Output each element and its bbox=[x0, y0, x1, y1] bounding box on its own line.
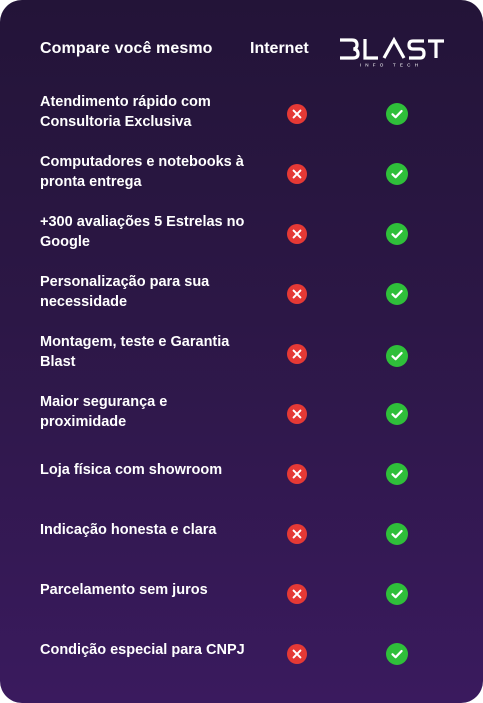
x-icon bbox=[287, 164, 307, 184]
check-icon bbox=[386, 345, 408, 367]
feature-label: Loja física com showroom bbox=[40, 462, 223, 478]
feature-label: Montagem, teste e Garantia Blast bbox=[40, 334, 230, 370]
feature-label: Atendimento rápido com Consultoria Exclusiva bbox=[40, 94, 211, 130]
x-icon bbox=[287, 344, 307, 364]
comparison-row bbox=[0, 332, 483, 392]
x-icon bbox=[287, 104, 307, 124]
check-icon bbox=[386, 463, 408, 485]
check-icon bbox=[386, 643, 408, 665]
feature-label: Maior segurança e proximidade bbox=[40, 394, 168, 430]
x-icon bbox=[287, 284, 307, 304]
x-icon bbox=[287, 404, 307, 424]
comparison-row bbox=[0, 520, 483, 580]
comparison-row bbox=[0, 152, 483, 212]
comparison-row bbox=[0, 272, 483, 332]
x-icon bbox=[287, 644, 307, 664]
comparison-title: Compare você mesmo bbox=[40, 40, 213, 57]
comparison-row bbox=[0, 580, 483, 640]
check-icon bbox=[386, 583, 408, 605]
x-icon bbox=[287, 464, 307, 484]
check-icon bbox=[386, 223, 408, 245]
check-icon bbox=[386, 103, 408, 125]
logo-tagline: INFO TECH bbox=[359, 62, 423, 68]
x-icon bbox=[287, 584, 307, 604]
x-icon bbox=[287, 524, 307, 544]
comparison-row bbox=[0, 392, 483, 452]
feature-label: Personalização para sua necessidade bbox=[40, 274, 210, 310]
blast-logo bbox=[338, 36, 444, 68]
comparison-row bbox=[0, 460, 483, 520]
x-icon bbox=[287, 224, 307, 244]
comparison-row bbox=[0, 212, 483, 272]
internet-column-header: Internet bbox=[250, 40, 309, 57]
check-icon bbox=[386, 163, 408, 185]
check-icon bbox=[386, 283, 408, 305]
feature-label: Computadores e notebooks à pronta entrega bbox=[40, 154, 244, 190]
check-icon bbox=[386, 523, 408, 545]
feature-label: Indicação honesta e clara bbox=[40, 522, 217, 538]
feature-label: +300 avaliações 5 Estrelas no Google bbox=[40, 214, 245, 250]
comparison-row bbox=[0, 640, 483, 700]
check-icon bbox=[386, 403, 408, 425]
comparison-row bbox=[0, 92, 483, 152]
feature-label: Parcelamento sem juros bbox=[40, 582, 208, 598]
feature-label: Condição especial para CNPJ bbox=[40, 642, 245, 658]
